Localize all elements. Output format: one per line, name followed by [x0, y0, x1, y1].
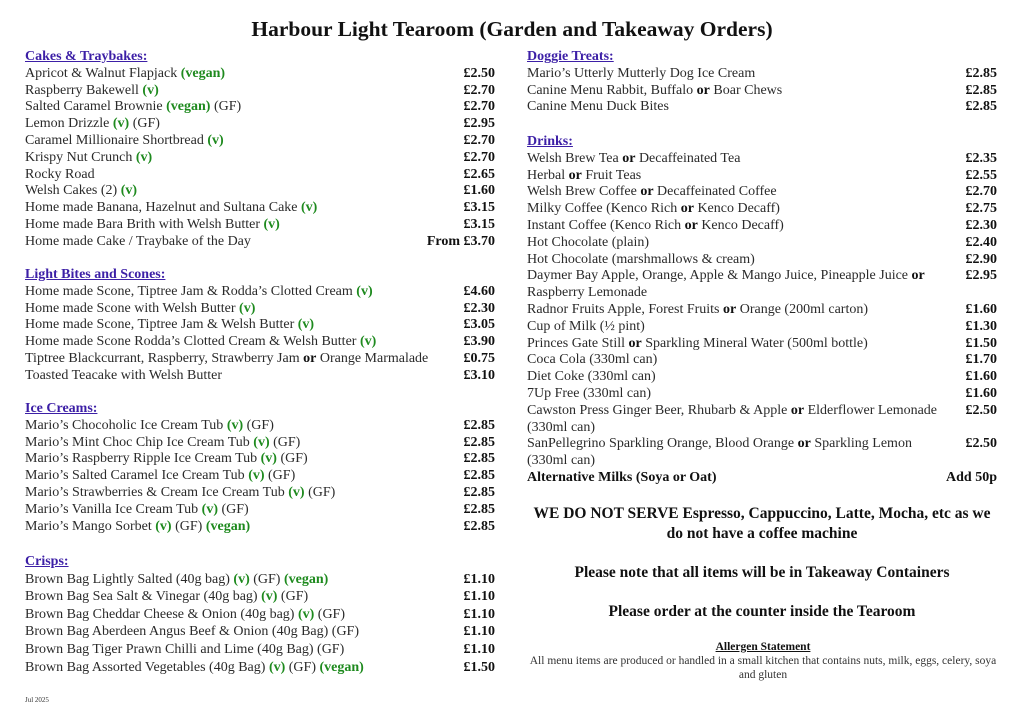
item-name — [25, 301, 464, 318]
item-text: Raspberry Bakewell — [25, 82, 143, 98]
dietary-tag: (v) — [248, 468, 265, 484]
item-text: (GF) — [171, 518, 206, 534]
menu-item — [25, 133, 495, 150]
item-name — [527, 386, 966, 403]
item-name — [25, 588, 464, 606]
menu-item — [25, 183, 495, 200]
menu-item — [25, 83, 495, 100]
item-text: Canine Menu Rabbit, Buffalo — [527, 82, 697, 98]
allergen-text: All menu items are produced or handled in a small kitchen that contains nuts, milk, eggs, celery, soya and gluten — [529, 655, 997, 681]
item-price: From £3.70 — [426, 233, 495, 249]
menu-item — [527, 403, 997, 437]
section-crisps — [25, 553, 495, 676]
item-name — [527, 319, 966, 336]
item-name — [25, 468, 464, 485]
item-text: (GF) — [277, 589, 309, 605]
menu-item — [25, 150, 495, 167]
dietary-tag: (v) — [356, 283, 373, 299]
item-name — [25, 606, 464, 624]
menu-item — [25, 200, 495, 217]
item-text: Radnor Fruits Apple, Forest Fruits — [527, 301, 724, 317]
section-heading: Cakes & Traybakes: — [25, 49, 148, 64]
item-name — [25, 183, 464, 200]
item-price: £2.70 — [965, 184, 997, 200]
dietary-tag: (vegan) — [166, 99, 211, 115]
item-text: or — [797, 436, 811, 452]
item-name — [25, 351, 464, 368]
dietary-tag: (v) — [155, 518, 172, 534]
item-name — [527, 470, 946, 487]
item-price: £1.10 — [463, 571, 495, 587]
menu-item — [527, 66, 997, 83]
menu-item — [25, 485, 495, 502]
item-text: Home made Banana, Hazelnut and Sultana Cake — [25, 200, 302, 216]
item-name — [25, 641, 464, 659]
menu-item — [527, 184, 997, 201]
item-text: Brown Bag Tiger Prawn Chilli and Lime (40g Bag) (GF) — [25, 641, 345, 657]
menu-item — [25, 351, 495, 368]
item-text: Mario’s Utterly Mutterly Dog Ice Cream — [527, 65, 756, 81]
item-text: Home made Scone Rodda’s Clotted Cream & Welsh Butter — [25, 334, 360, 350]
item-text: Home made Cake / Traybake of the Day — [25, 233, 251, 249]
item-name — [527, 218, 966, 235]
menu-item — [25, 435, 495, 452]
item-text: (GF) — [285, 659, 320, 675]
item-name — [25, 418, 464, 435]
allergen-statement — [527, 640, 999, 682]
menu-item — [25, 659, 495, 677]
item-name — [25, 200, 464, 217]
item-name — [527, 168, 966, 185]
item-text: Welsh Cakes (2) — [25, 183, 121, 199]
item-name — [25, 99, 464, 116]
menu-item — [25, 368, 495, 385]
menu-item — [25, 334, 495, 351]
dietary-tag: (vegan) — [180, 65, 226, 81]
item-price: £2.85 — [463, 468, 495, 484]
item-name — [527, 302, 966, 319]
item-text: Rocky Road — [25, 166, 95, 182]
item-name — [527, 151, 966, 168]
item-price: £1.10 — [463, 624, 495, 640]
item-text: Tiptree Blackcurrant, Raspberry, Strawberry Jam — [25, 350, 304, 366]
item-text: Kenco Decaff) — [697, 217, 784, 233]
item-text: Decaffeinated Coffee — [653, 184, 777, 200]
item-text: Salted Caramel Brownie — [25, 99, 167, 115]
menu-item — [527, 268, 997, 302]
item-text: (GF) — [304, 484, 336, 500]
item-text: Mario’s Mango Sorbet — [25, 518, 156, 534]
item-name — [25, 317, 464, 334]
date-footer: Jul 2025 — [25, 696, 49, 704]
item-name — [527, 201, 966, 218]
dietary-tag: (v) — [226, 417, 244, 433]
dietary-tag: (v) — [297, 606, 315, 622]
section-light-bites — [25, 267, 495, 385]
item-price: £2.30 — [463, 300, 495, 316]
item-text: or — [622, 150, 636, 166]
item-text: (GF) — [243, 417, 274, 433]
dietary-tag: (v) — [207, 132, 224, 148]
item-name — [25, 334, 464, 351]
item-name — [527, 352, 966, 369]
menu-item — [527, 83, 997, 100]
section-heading: Drinks: — [527, 134, 573, 149]
menu-item — [25, 641, 495, 659]
item-text: SanPellegrino Sparkling Orange, Blood Orange — [527, 436, 798, 452]
item-price: £2.85 — [965, 99, 997, 115]
item-price: £2.50 — [965, 436, 997, 452]
dietary-tag: (v) — [268, 659, 286, 675]
item-text: Brown Bag Assorted Vegetables (40g Bag) — [25, 659, 269, 675]
item-text: Home made Scone, Tiptree Jam & Rodda’s Clotted Cream — [25, 283, 357, 299]
item-text: Raspberry Lemonade — [527, 285, 648, 301]
dietary-tag: (v) — [135, 149, 153, 165]
item-text: Boar Chews — [709, 82, 783, 98]
item-text: Welsh Brew Tea — [527, 150, 623, 166]
item-price: £2.35 — [965, 150, 997, 166]
item-price: £2.55 — [965, 167, 997, 183]
menu-item — [25, 284, 495, 301]
item-price: £2.65 — [463, 166, 495, 182]
menu-item — [527, 99, 997, 116]
dietary-tag: (v) — [112, 116, 130, 132]
item-name — [527, 235, 966, 252]
item-text: Sparkling Mineral Water (500ml bottle) — [641, 335, 868, 351]
menu-item — [527, 352, 997, 369]
dietary-tag: (v) — [233, 571, 250, 587]
item-text: Fruit Teas — [581, 167, 642, 183]
item-text: Home made Scone with Welsh Butter — [25, 300, 240, 316]
item-price: £1.10 — [463, 606, 495, 622]
menu-item — [25, 588, 495, 606]
item-price: £0.75 — [463, 350, 495, 366]
menu-item — [25, 99, 495, 116]
item-text: Herbal — [527, 167, 569, 183]
item-price: £2.85 — [463, 518, 495, 534]
item-text: (GF) — [276, 451, 308, 467]
item-text: or — [723, 301, 737, 317]
item-price: Add 50p — [946, 469, 997, 485]
item-name — [527, 403, 966, 437]
menu-item — [25, 623, 495, 641]
item-text: (GF) — [264, 468, 296, 484]
item-text: (GF) — [269, 434, 301, 450]
item-name — [25, 659, 464, 677]
item-text: (GF) — [129, 116, 160, 132]
item-name — [25, 435, 464, 452]
item-text: Orange Marmalade — [316, 350, 429, 366]
item-text: Mario’s Raspberry Ripple Ice Cream Tub — [25, 451, 261, 467]
item-price: £3.90 — [463, 334, 495, 350]
item-name — [25, 116, 464, 133]
dietary-tag: (v) — [301, 200, 318, 216]
item-text: Brown Bag Cheddar Cheese & Onion (40g bag) — [25, 606, 298, 622]
item-text: or — [640, 184, 654, 200]
item-price: £2.30 — [965, 217, 997, 233]
page-title: Harbour Light Tearoom (Garden and Takeaway Orders) — [251, 17, 773, 41]
item-price: £2.70 — [463, 99, 495, 115]
item-name — [25, 502, 464, 519]
item-name — [25, 519, 464, 536]
item-name — [25, 485, 464, 502]
item-name — [25, 133, 464, 150]
item-name — [527, 83, 966, 100]
item-price: £1.50 — [965, 335, 997, 351]
item-name — [527, 436, 966, 470]
item-name — [25, 368, 464, 385]
item-text: Coca Cola (330ml can) — [527, 352, 658, 368]
item-text: (GF) — [314, 606, 346, 622]
item-price: £2.85 — [463, 417, 495, 433]
item-name — [25, 83, 464, 100]
menu-item — [527, 252, 997, 269]
menu-item — [25, 519, 495, 536]
takeaway-note: Please note that all items will be in Takeaway Containers — [574, 564, 950, 581]
item-text: or — [628, 335, 642, 351]
item-text: Mario’s Strawberries & Cream Ice Cream Tub — [25, 484, 289, 500]
item-text: or — [568, 167, 582, 183]
item-text: Hot Chocolate (marshmallows & cream) — [527, 251, 755, 267]
dietary-tag: (v) — [263, 216, 280, 232]
item-price: £2.75 — [965, 201, 997, 217]
item-text: Mario’s Vanilla Ice Cream Tub — [25, 501, 202, 517]
section-cakes — [25, 49, 495, 251]
item-price: £2.95 — [463, 116, 495, 132]
item-name — [25, 571, 464, 589]
menu-item — [25, 317, 495, 334]
menu-item — [25, 571, 495, 589]
item-price: £1.60 — [463, 183, 495, 199]
item-text: Mario’s Salted Caramel Ice Cream Tub — [25, 468, 249, 484]
section-doggie-treats — [527, 49, 997, 116]
item-price: £1.10 — [463, 641, 495, 657]
menu-item — [25, 234, 495, 251]
menu-item — [25, 66, 495, 83]
menu-item — [25, 418, 495, 435]
item-price: £3.10 — [463, 367, 495, 383]
section-drinks — [527, 134, 997, 487]
dietary-tag: (v) — [288, 484, 305, 500]
menu-item — [527, 168, 997, 185]
item-price: £1.60 — [965, 369, 997, 385]
item-text: Hot Chocolate (plain) — [527, 234, 650, 250]
menu-item — [25, 116, 495, 133]
item-text: Brown Bag Aberdeen Angus Beef & Onion (40g Bag) (GF) — [25, 624, 360, 640]
item-price: £1.70 — [965, 352, 997, 368]
item-name — [25, 66, 464, 83]
item-text: Caramel Millionaire Shortbread — [25, 132, 208, 148]
item-price: £2.90 — [965, 251, 997, 267]
item-text: Home made Bara Brith with Welsh Butter — [25, 216, 264, 232]
item-text: Alternative Milks (Soya or Oat) — [527, 469, 717, 485]
dietary-tag: (v) — [239, 300, 256, 316]
menu-item — [25, 167, 495, 184]
menu-item — [527, 201, 997, 218]
item-text: Sparkling Lemon (330ml can) — [527, 436, 912, 469]
item-price: £2.85 — [463, 484, 495, 500]
item-name — [25, 167, 464, 184]
item-text: Daymer Bay Apple, Orange, Apple & Mango Juice, Pineapple Juice — [527, 268, 912, 284]
item-text: 7Up Free (330ml can) — [527, 385, 652, 401]
item-name — [25, 150, 464, 167]
dietary-tag: (vegan) — [205, 518, 251, 534]
item-price: £2.85 — [965, 82, 997, 98]
menu-item — [25, 502, 495, 519]
dietary-tag: (v) — [260, 451, 277, 467]
item-name — [25, 451, 464, 468]
menu-item — [25, 451, 495, 468]
item-text: Mario’s Chocoholic Ice Cream Tub — [25, 417, 227, 433]
item-name — [527, 369, 966, 386]
item-price: £2.95 — [965, 268, 997, 284]
item-name — [25, 217, 464, 234]
item-text: Krispy Nut Crunch — [25, 149, 136, 165]
menu-item — [527, 235, 997, 252]
no-espresso-note: WE DO NOT SERVE Espresso, Cappuccino, Latte, Mocha, etc as we do not have a coffee machine — [533, 505, 991, 542]
dietary-tag: (v) — [297, 317, 315, 333]
item-text: or — [303, 350, 317, 366]
item-text: Home made Scone, Tiptree Jam & Welsh Butter — [25, 317, 298, 333]
dietary-tag: (vegan) — [283, 571, 329, 587]
item-price: £2.50 — [463, 65, 495, 81]
dietary-tag: (v) — [253, 434, 270, 450]
section-heading: Doggie Treats: — [527, 49, 614, 64]
dietary-tag: (v) — [201, 501, 218, 517]
item-text: Mario’s Mint Choc Chip Ice Cream Tub — [25, 434, 254, 450]
section-ice-creams — [25, 401, 495, 535]
dietary-tag: (v) — [261, 589, 278, 605]
item-text: Lemon Drizzle — [25, 116, 113, 132]
item-text: Milky Coffee (Kenco Rich — [527, 201, 681, 217]
item-text: Apricot & Walnut Flapjack — [25, 65, 181, 81]
item-text: Instant Coffee (Kenco Rich — [527, 217, 685, 233]
order-note: Please order at the counter inside the Tearoom — [608, 603, 916, 620]
item-text: Welsh Brew Coffee — [527, 184, 641, 200]
item-price: £1.60 — [965, 385, 997, 401]
menu-item — [527, 218, 997, 235]
item-price: £1.50 — [463, 659, 495, 675]
item-price: £3.15 — [463, 216, 495, 232]
item-name — [25, 623, 464, 641]
item-price: £2.85 — [463, 501, 495, 517]
item-price: £2.70 — [463, 132, 495, 148]
menu-item — [527, 436, 997, 470]
menu-item — [527, 336, 997, 353]
item-name — [527, 99, 966, 116]
item-text: Kenco Decaff) — [693, 201, 780, 217]
item-price: £4.60 — [463, 283, 495, 299]
item-price: £2.40 — [965, 234, 997, 250]
item-name — [527, 184, 966, 201]
item-name — [527, 336, 966, 353]
section-heading: Light Bites and Scones: — [25, 267, 166, 282]
item-text: Diet Coke (330ml can) — [527, 369, 656, 385]
item-price: £2.50 — [965, 402, 997, 418]
item-text: (GF) — [249, 571, 284, 587]
item-text: Cawston Press Ginger Beer, Rhubarb & Apple — [527, 402, 791, 418]
item-text: Brown Bag Lightly Salted (40g bag) — [25, 571, 234, 587]
menu-item — [25, 468, 495, 485]
allergen-heading: Allergen Statement — [715, 641, 811, 653]
item-price: £2.85 — [463, 434, 495, 450]
item-text: (GF) — [218, 501, 249, 517]
menu-item — [527, 151, 997, 168]
menu-item — [25, 301, 495, 318]
dietary-tag: (vegan) — [319, 659, 364, 675]
item-name — [527, 268, 966, 302]
item-price: £2.85 — [965, 65, 997, 81]
item-price: £2.70 — [463, 149, 495, 165]
menu-item — [527, 470, 997, 487]
item-text: Elderflower Lemonade (330ml can) — [527, 402, 938, 435]
item-price: £1.10 — [463, 589, 495, 605]
section-heading: Ice Creams: — [25, 401, 98, 416]
item-name — [25, 234, 427, 251]
menu-item — [527, 386, 997, 403]
dietary-tag: (v) — [120, 183, 138, 199]
item-text: Orange (200ml carton) — [736, 301, 869, 317]
item-text: or — [790, 402, 805, 418]
menu-item — [527, 369, 997, 386]
item-text: Decaffeinated Tea — [635, 150, 741, 166]
item-name — [527, 66, 966, 83]
item-price: £1.30 — [965, 318, 997, 334]
item-price: £3.05 — [463, 317, 495, 333]
dietary-tag: (v) — [359, 334, 377, 350]
item-price: £3.15 — [463, 200, 495, 216]
item-text: Canine Menu Duck Bites — [527, 99, 669, 115]
menu-item — [25, 217, 495, 234]
dietary-tag: (v) — [142, 82, 159, 98]
menu-item — [527, 319, 997, 336]
item-text: (GF) — [210, 99, 242, 115]
section-heading: Crisps: — [25, 554, 69, 569]
item-text: Toasted Teacake with Welsh Butter — [25, 367, 223, 383]
item-price: £1.60 — [965, 301, 997, 317]
item-text: or — [680, 201, 694, 217]
menu-item — [25, 606, 495, 624]
item-text: Cup of Milk (½ pint) — [527, 318, 645, 334]
item-text: or — [911, 268, 925, 284]
menu-item — [527, 302, 997, 319]
item-text: Brown Bag Sea Salt & Vinegar (40g bag) — [25, 589, 262, 605]
item-text: or — [696, 82, 710, 98]
item-text: or — [684, 217, 698, 233]
item-name — [527, 252, 966, 269]
item-name — [25, 284, 464, 301]
item-text: Princes Gate Still — [527, 335, 629, 351]
item-price: £2.85 — [463, 451, 495, 467]
item-price: £2.70 — [463, 82, 495, 98]
